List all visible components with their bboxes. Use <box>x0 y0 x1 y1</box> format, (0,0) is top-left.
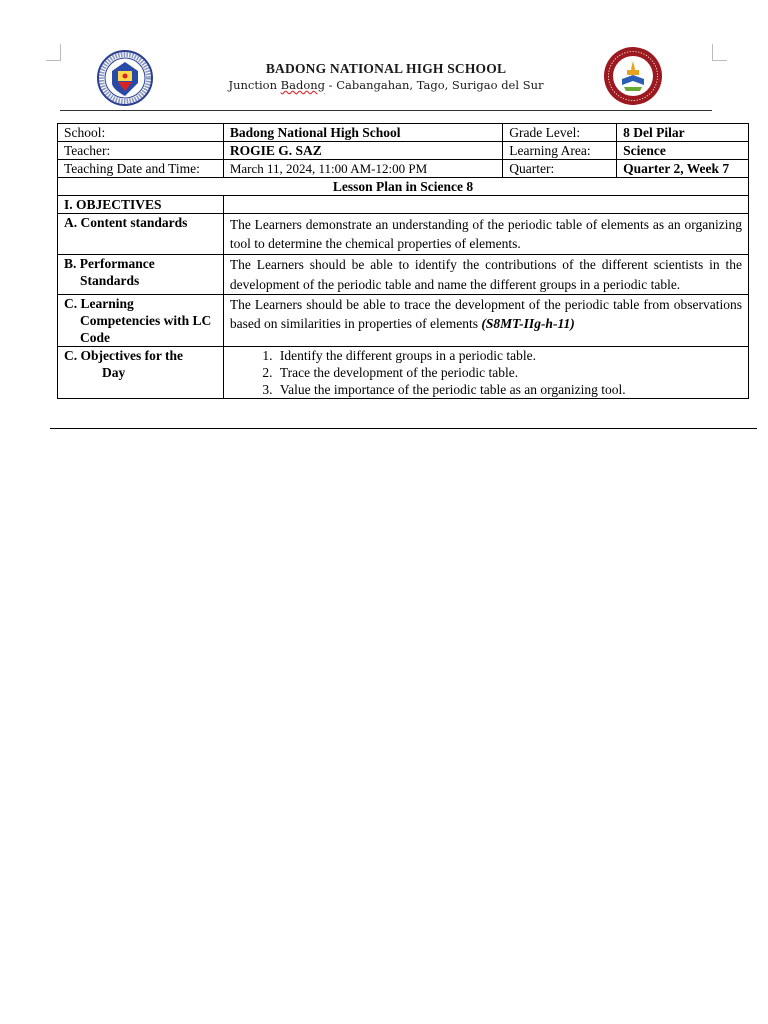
school-address: Junction Badong - Cabangahan, Tago, Surigao del Sur <box>228 78 544 92</box>
teacher-value: ROGIE G. SAZ <box>223 142 502 160</box>
content-standards-label: A. Content standards <box>58 214 224 255</box>
table-row-teacher <box>58 142 749 160</box>
lc-code: (S8MT-IIg-h-11) <box>481 316 575 331</box>
teacher-label: Teacher: <box>58 142 224 160</box>
performance-standards-text: The Learners should be able to identify the contributions of the different scientists in the development of the periodic table and name the different groups in a periodic table. <box>223 255 748 295</box>
objectives-heading: I. OBJECTIVES <box>58 196 224 214</box>
lesson-plan-title: Lesson Plan in Science 8 <box>58 178 749 196</box>
school-value: Badong National High School <box>223 124 502 142</box>
grade-level-value: 8 Del Pilar <box>617 124 749 142</box>
school-label: School: <box>58 124 224 142</box>
table-row-performance-standards <box>58 255 749 295</box>
quarter-value: Quarter 2, Week 7 <box>617 160 749 178</box>
deped-seal-icon <box>94 49 156 107</box>
header-divider <box>60 110 712 111</box>
table-row-school <box>58 124 749 142</box>
quarter-label: Quarter: <box>503 160 617 178</box>
learning-competencies-label: C. Learning Competencies with LC Code <box>58 295 224 347</box>
teaching-date-value: March 11, 2024, 11:00 AM-12:00 PM <box>223 160 502 178</box>
school-seal-icon <box>600 45 666 107</box>
table-row-learning-competencies <box>58 295 749 347</box>
list-item: 2. Trace the development of the periodic table. <box>276 364 742 381</box>
grade-level-label: Grade Level: <box>503 124 617 142</box>
table-row-title <box>58 178 749 196</box>
content-standards-text: The Learners demonstrate an understanding of the periodic table of elements as an organizing tool to determine the chemical properties of elements. <box>223 214 748 255</box>
day-objectives-label: C. Objectives for the Day <box>58 347 224 399</box>
learning-area-value: Science <box>617 142 749 160</box>
table-bottom-rule <box>50 428 757 429</box>
lesson-plan-table <box>57 123 749 399</box>
day-objectives-list <box>230 347 742 398</box>
day-objectives-cell <box>223 347 748 399</box>
table-row-content-standards <box>58 214 749 255</box>
learning-competencies-text: The Learners should be able to trace the development of the periodic table from observations based on similarities in properties of elements (S8MT-IIg-h-11) <box>223 295 748 347</box>
objectives-heading-blank <box>223 196 748 214</box>
table-row-objectives-heading <box>58 196 749 214</box>
teaching-date-label: Teaching Date and Time: <box>58 160 224 178</box>
table-row-day-objectives <box>58 347 749 399</box>
document-header <box>0 0 768 112</box>
performance-standards-label: B. Performance Standards <box>58 255 224 295</box>
school-name-heading: BADONG NATIONAL HIGH SCHOOL <box>265 61 507 76</box>
learning-area-label: Learning Area: <box>503 142 617 160</box>
list-item: 1. Identify the different groups in a periodic table. <box>276 347 742 364</box>
table-row-date <box>58 160 749 178</box>
list-item: 3. Value the importance of the periodic table as an organizing tool. <box>276 381 742 398</box>
